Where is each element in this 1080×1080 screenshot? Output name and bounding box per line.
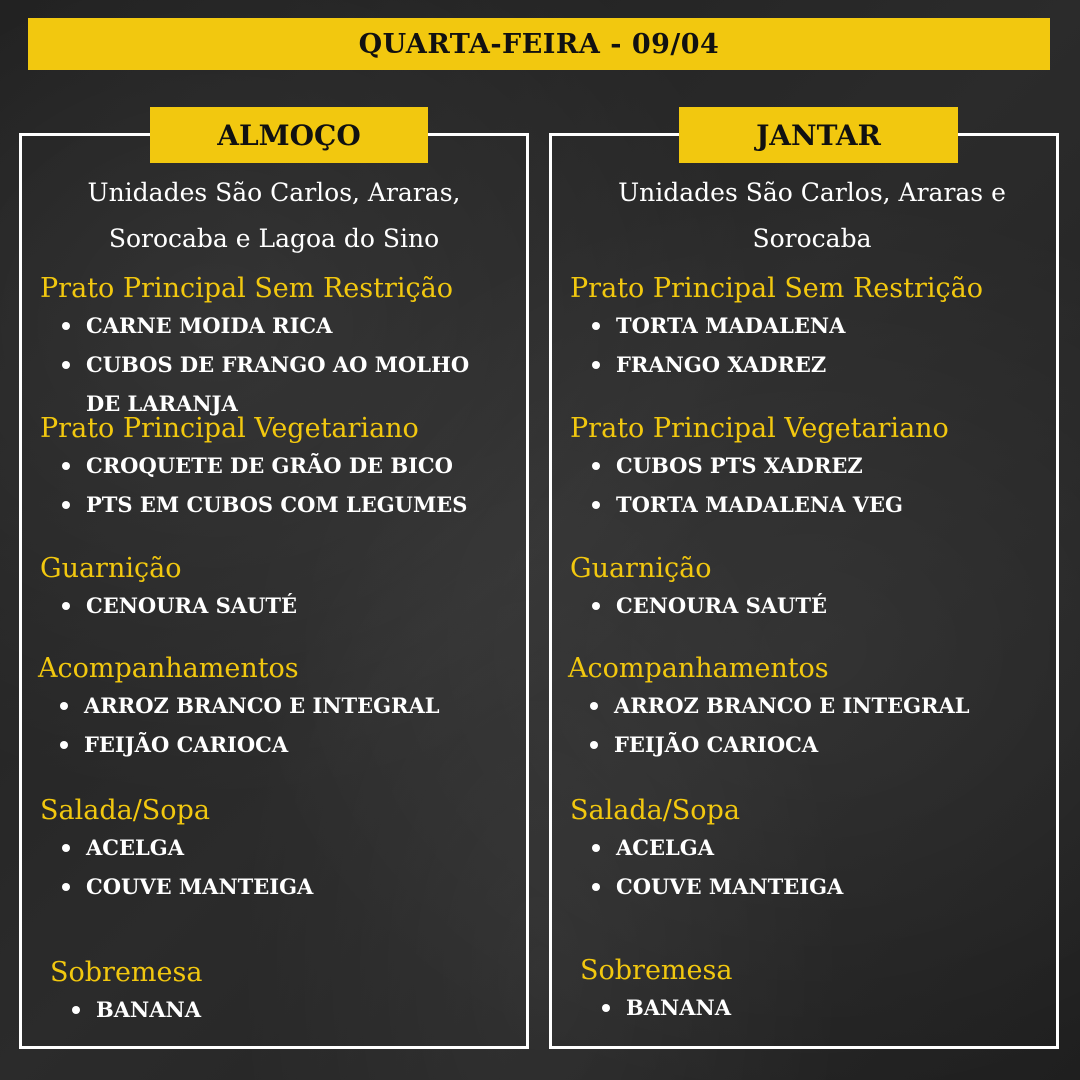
section-title: Salada/Sopa	[570, 795, 740, 826]
list-item: FEIJÃO CARIOCA	[38, 725, 518, 764]
dinner-section-salad	[570, 794, 1048, 906]
lunch-section-garnish	[40, 552, 518, 625]
dinner-units: Unidades São Carlos, Araras e Sorocaba	[618, 178, 1006, 253]
list-item: ARROZ BRANCO E INTEGRAL	[568, 686, 1048, 725]
list-item: COUVE MANTEIGA	[40, 867, 518, 906]
list-item: FRANGO XADREZ	[570, 345, 1048, 384]
section-title: Salada/Sopa	[40, 795, 210, 826]
list-item: CENOURA SAUTÉ	[570, 586, 1048, 625]
list-item: CUBOS PTS XADREZ	[570, 446, 1048, 485]
lunch-header: ALMOÇO	[150, 107, 428, 163]
section-title: Guarnição	[40, 553, 182, 584]
list-item: CENOURA SAUTÉ	[40, 586, 518, 625]
lunch-column	[19, 118, 529, 1049]
dinner-section-sides	[568, 652, 1048, 764]
dinner-section-garnish	[570, 552, 1048, 625]
list-item: BANANA	[50, 990, 518, 1029]
list-item: PTS EM CUBOS COM LEGUMES	[40, 485, 518, 524]
dinner-section-veg	[570, 412, 1048, 524]
page-title-banner	[28, 18, 1050, 70]
lunch-section-sides	[38, 652, 518, 764]
page-title: QUARTA-FEIRA - 09/04	[358, 28, 720, 60]
list-item: COUVE MANTEIGA	[570, 867, 1048, 906]
section-title: Sobremesa	[50, 957, 203, 988]
section-title: Guarnição	[570, 553, 712, 584]
dinner-section-dessert	[580, 954, 1048, 1027]
list-item: TORTA MADALENA VEG	[570, 485, 1048, 524]
dinner-column	[549, 118, 1059, 1049]
section-title: Acompanhamentos	[38, 653, 299, 684]
list-item: ACELGA	[40, 828, 518, 867]
list-item: FEIJÃO CARIOCA	[568, 725, 1048, 764]
lunch-section-veg	[40, 412, 518, 524]
list-item: CUBOS DE FRANGO AO MOLHO DE LARANJA	[40, 345, 518, 423]
lunch-section-dessert	[50, 956, 518, 1029]
section-title: Prato Principal Sem Restrição	[40, 273, 454, 304]
list-item: BANANA	[580, 988, 1048, 1027]
list-item: CROQUETE DE GRÃO DE BICO	[40, 446, 518, 485]
lunch-section-salad	[40, 794, 518, 906]
dinner-section-main	[570, 272, 1048, 384]
section-title: Sobremesa	[580, 955, 733, 986]
lunch-units: Unidades São Carlos, Araras, Sorocaba e Lagoa do Sino	[87, 178, 461, 253]
lunch-section-main	[40, 272, 518, 423]
dinner-header: JANTAR	[679, 107, 958, 163]
list-item: ARROZ BRANCO E INTEGRAL	[38, 686, 518, 725]
section-title: Prato Principal Vegetariano	[570, 413, 949, 444]
list-item: TORTA MADALENA	[570, 306, 1048, 345]
section-title: Acompanhamentos	[568, 653, 829, 684]
section-title: Prato Principal Sem Restrição	[570, 273, 984, 304]
section-title: Prato Principal Vegetariano	[40, 413, 419, 444]
list-item: CARNE MOIDA RICA	[40, 306, 518, 345]
list-item: ACELGA	[570, 828, 1048, 867]
